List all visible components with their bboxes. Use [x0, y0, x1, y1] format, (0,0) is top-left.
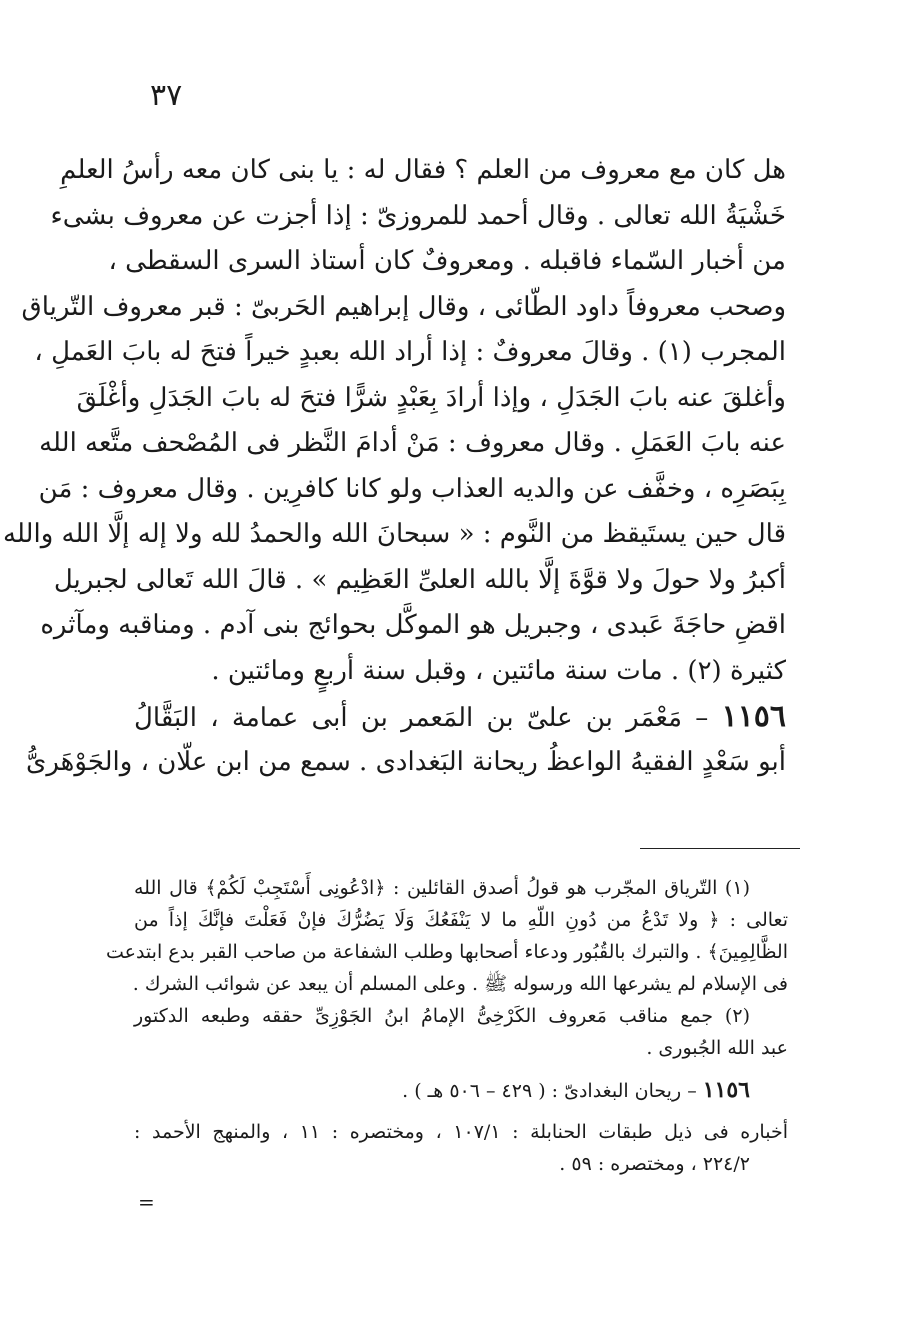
entry-note-line: [134, 1074, 788, 1106]
sources-line: ٢٢٤/٢ ، ومختصره : ٥٩ .: [559, 1153, 750, 1175]
page-number: ٣٧: [150, 78, 183, 113]
footnote-gap: [134, 1106, 788, 1116]
entry-heading-text: – مَعْمَر بن علىّ بن المَعمر بن أبى عمامة ، البَقَّالُ: [134, 703, 722, 733]
footnote-line: تعالى : ﴿ ولا تَدْعُ من دُونِ اللّهِ ما لا يَنْفَعُكَ وَلَا يَضُرُّكَ فإنْ فَعَلْتَ فإنَّكَ إذاً من: [134, 909, 788, 931]
entry-note-number: ١١٥٦: [702, 1077, 750, 1103]
main-text-block: [3, 148, 786, 785]
footnote-line: (٢) جمع مناقب مَعروف الكَرْخِىُّ الإمامُ ابنُ الجَوْزِىِّ حققه وطبعه الدكتور: [134, 1005, 750, 1027]
main-text-line: خَشْيَةُ الله تعالى . وقال أحمد للمروزىّ : إذا أجزت عن معروف بشىء: [50, 200, 786, 231]
entry-note-text: – ريحان البغدادىّ : ( ٤٢٩ – ٥٠٦ هـ ) .: [402, 1080, 703, 1102]
sources-line: أخباره فى ذيل طبقات الحنابلة : ١٠٧/١ ، ومختصره : ١١ ، والمنهج الأحمد :: [134, 1121, 788, 1143]
main-text-line: عنه بابَ العَمَلِ . وقال معروف : مَنْ أدامَ النَّظر فى المُصْحف متَّعه الله: [39, 428, 786, 458]
footnote-line: الظَّالِمِينَ﴾ . والتبرك بالقُبُور ودعاء أصحابها وطلب الشفاعة من صاحب القبر بدع ابتدعت: [105, 941, 788, 963]
main-text-line: اقضِ حاجَةَ عَبدى ، وجبريل هو الموكَّل بحوائج بنى آدم . ومناقبه ومآثره: [40, 610, 786, 640]
main-text-line: هل كان مع معروف من العلم ؟ فقال له : يا بنى كان معه رأسُ العلمِ: [60, 155, 786, 185]
main-text-line: وصحب معروفاً داود الطّائى ، وقال إبراهيم الحَربىّ : قبر معروف التّرياق: [21, 291, 786, 322]
main-text-line: وأغلقَ عنه بابَ الجَدَلِ ، وإذا أرادَ بِعَبْدٍ شرًّا فتحَ له بابَ الجَدَلِ وأغْلَقَ: [76, 382, 786, 413]
footnote-line: (١) التّرياق المجّرب هو قولُ أصدق القائلين : ﴿ادْعُونِى أَسْتَجِبْ لَكُمْ﴾ قال الله: [134, 877, 750, 899]
footnote-line: فى الإسلام لم يشرعها الله ورسوله ﷺ . وعلى المسلم أن يبعد عن شوائب الشرك .: [132, 973, 788, 995]
footnote-gap: [134, 1064, 788, 1074]
footnote-separator: [640, 848, 800, 849]
entry-number: ١١٥٦: [721, 699, 786, 734]
footnotes-block: [105, 872, 788, 1180]
main-text-line: أكبرُ ولا حولَ ولا قوَّةَ إلَّا بالله العلىِّ العَظِيم » . قالَ الله تَعالى لجبريل: [53, 564, 786, 595]
main-text-line: من أخبار السّماء فاقبله . ومعروفٌ كان أستاذ السرى السقطى ،: [108, 246, 786, 276]
entry-text-line: أبو سَعْدٍ الفقيهُ الواعظُ ريحانة البَغدادى . سمع من ابن علّان ، والجَوْهَرىُّ: [25, 746, 786, 777]
main-text-line: المجرب (١) . وقالَ معروفٌ : إذا أراد الله بعبدٍ خيراً فتحَ له بابَ العَملِ ،: [34, 337, 786, 367]
main-text-line: كثيرة (٢) . مات سنة مائتين ، وقبل سنة أربعٍ ومائتين .: [211, 655, 786, 686]
main-text-line: بِبَصَرِه ، وخفَّف عن والديه العذاب ولو كانا كافرِين . وقال معروف : مَن: [38, 473, 786, 504]
main-text-line: قال حين يستَيقظ من النَّوم : « سبحانَ الله والحمدُ لله ولا إله إلَّا الله والله: [3, 519, 786, 549]
entry-heading-line: [134, 694, 786, 740]
continuation-mark: =: [138, 1190, 155, 1214]
footnote-line: عبد الله الجُبورى .: [646, 1037, 788, 1059]
